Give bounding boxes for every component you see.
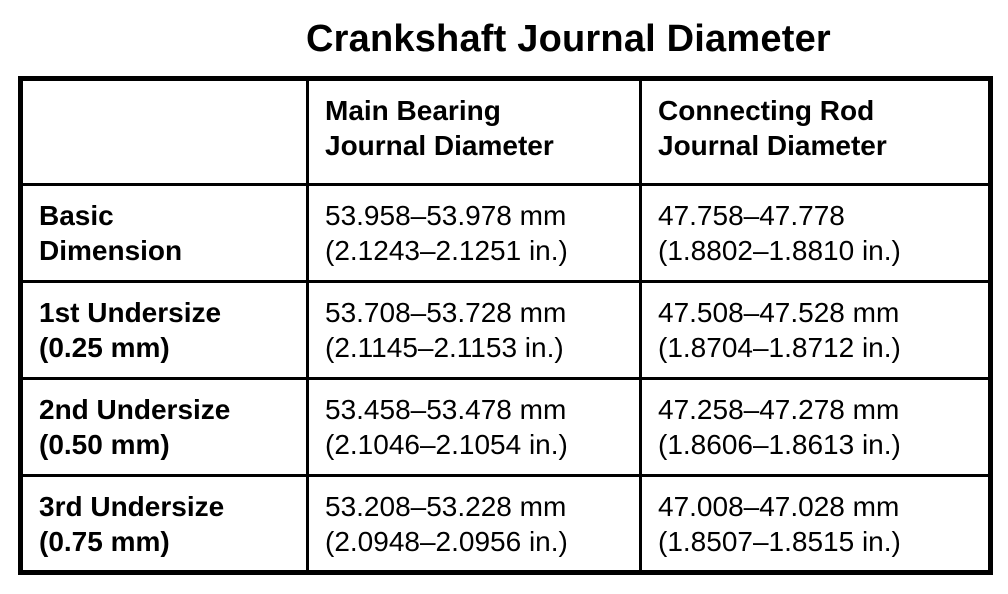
row-label-line: (0.50 mm)	[39, 429, 170, 460]
header-line: Journal Diameter	[325, 130, 554, 161]
row-label-cell	[21, 476, 308, 573]
main-bearing-value-cell	[308, 282, 641, 379]
journal-diameter-table	[18, 76, 993, 575]
row-label-line: 1st Undersize	[39, 297, 222, 328]
table-row	[21, 476, 991, 573]
value-mm: 47.508–47.528 mm	[658, 297, 900, 328]
row-label-line: Dimension	[39, 235, 183, 266]
connecting-rod-value-cell	[641, 282, 991, 379]
row-label-cell	[21, 379, 308, 476]
row-label-line: (0.25 mm)	[39, 332, 170, 363]
main-bearing-value-cell	[308, 379, 641, 476]
row-label-line: (0.75 mm)	[39, 526, 170, 557]
connecting-rod-value-cell	[641, 476, 991, 573]
value-in: (1.8704–1.8712 in.)	[658, 332, 901, 363]
row-label-line: Basic	[39, 200, 114, 231]
value-mm: 47.758–47.778	[658, 200, 845, 231]
page-title: Crankshaft Journal Diameter	[306, 18, 831, 60]
table-row	[21, 282, 991, 379]
row-label-line: 3rd Undersize	[39, 491, 225, 522]
header-line: Journal Diameter	[658, 130, 887, 161]
header-cell-empty	[21, 79, 308, 185]
row-label-cell	[21, 185, 308, 282]
connecting-rod-value-cell	[641, 185, 991, 282]
table-row	[21, 379, 991, 476]
main-bearing-value-cell	[308, 476, 641, 573]
header-cell-connecting-rod	[641, 79, 991, 185]
header-line: Main Bearing	[325, 95, 501, 126]
value-in: (2.1046–2.1054 in.)	[325, 429, 568, 460]
value-in: (2.1145–2.1153 in.)	[325, 332, 564, 363]
value-mm: 53.708–53.728 mm	[325, 297, 567, 328]
value-mm: 47.258–47.278 mm	[658, 394, 900, 425]
table-header-row	[21, 79, 991, 185]
value-in: (2.1243–2.1251 in.)	[325, 235, 568, 266]
header-line: Connecting Rod	[658, 95, 875, 126]
value-in: (1.8606–1.8613 in.)	[658, 429, 901, 460]
table-row	[21, 185, 991, 282]
value-mm: 47.008–47.028 mm	[658, 491, 900, 522]
connecting-rod-value-cell	[641, 379, 991, 476]
value-mm: 53.208–53.228 mm	[325, 491, 567, 522]
value-mm: 53.458–53.478 mm	[325, 394, 567, 425]
main-bearing-value-cell	[308, 185, 641, 282]
row-label-line: 2nd Undersize	[39, 394, 231, 425]
value-in: (2.0948–2.0956 in.)	[325, 526, 568, 557]
value-in: (1.8802–1.8810 in.)	[658, 235, 901, 266]
value-mm: 53.958–53.978 mm	[325, 200, 567, 231]
row-label-cell	[21, 282, 308, 379]
header-cell-main-bearing	[308, 79, 641, 185]
value-in: (1.8507–1.8515 in.)	[658, 526, 901, 557]
